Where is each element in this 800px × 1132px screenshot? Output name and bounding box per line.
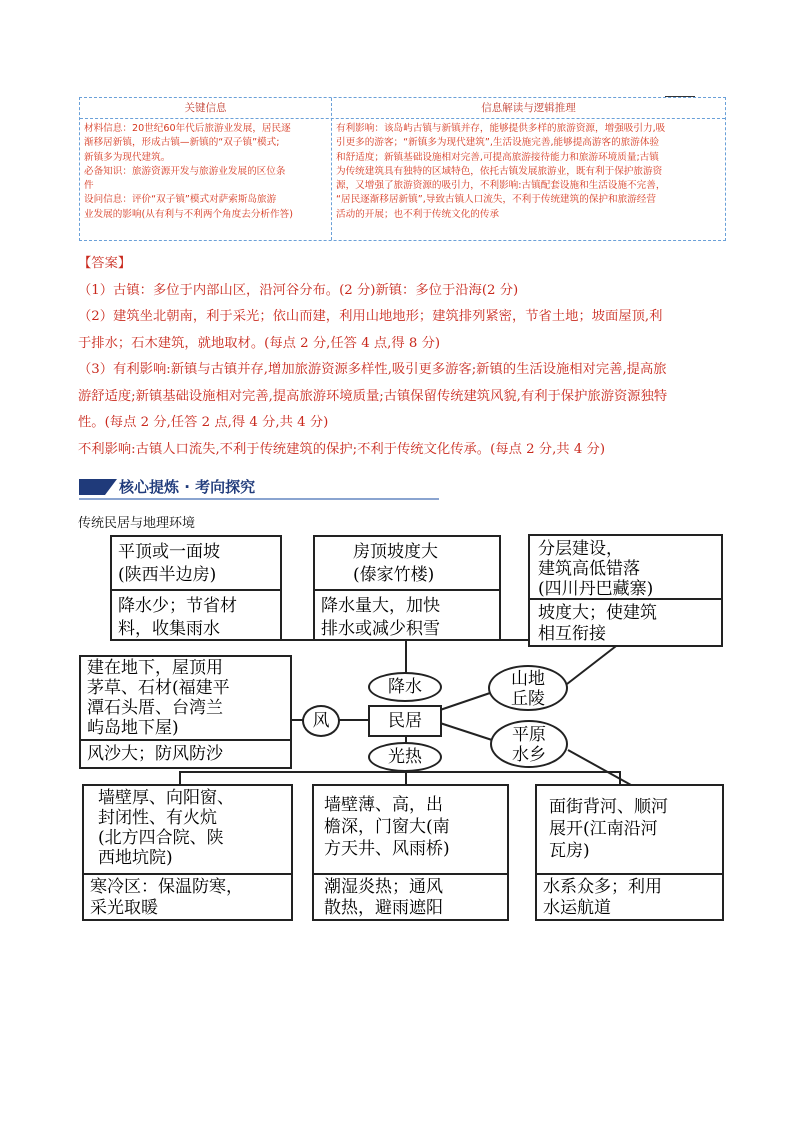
box-fujian (79, 655, 292, 769)
box-text: 屿岛地下屋) (87, 718, 179, 738)
interpretation-line: 有利影响：该岛屿古镇与新镇并存，能够提供多样的旅游资源，增强吸引力,吸 (336, 123, 666, 134)
interpretation-line: “居民逐渐移居新镇”,导致古镇人口流失，不利于传统建筑的保护和旅游经营 (336, 194, 656, 206)
answer-line: （2）建筑坐北朝南，利于采光；依山而建，利用山地地形；建筑排列紧密，节省土地；坡面屋顶,利 (78, 309, 663, 324)
connector-mountain-box (567, 643, 620, 684)
key-info-line: 渐移居新镇，形成古镇—新镇的“双子镇”模式; (84, 137, 280, 149)
box-text: 料，收集雨水 (118, 619, 220, 639)
box-text: 展开(江南沿河 (549, 819, 658, 839)
table-header-interpretation: 信息解读与逻辑推理 (481, 102, 576, 114)
box-text: 分层建设， (538, 539, 623, 559)
box-text: 降水少；节省材 (118, 596, 237, 616)
answer-line: （1）古镇：多位于内部山区，沿河谷分布。(2 分)新镇：多位于沿海(2 分) (78, 282, 519, 298)
box-north (82, 784, 293, 921)
key-info-line: 材料信息：20世纪60年代后旅游业发展，居民逐 (84, 123, 291, 134)
answer-line: （3）有利影响:新镇与古镇并存,增加旅游资源多样性,吸引更多游客;新镇的生活设施相对完善,提高旅 (78, 362, 667, 377)
box-text: 风沙大；防风防沙 (87, 744, 223, 764)
interpretation-line: 引更多的游客；“新镇多为现代建筑”,生活设施完善,能够提高游客的旅游体验 (336, 137, 660, 149)
box-text: 水系众多；利用 (543, 877, 662, 897)
factor-mountain-line: 山地 (511, 669, 545, 689)
interpretation-line: 源，又增强了旅游资源的吸引力，不利影响:古镇配套设施和生活设施不完善， (336, 180, 666, 192)
box-south (312, 784, 509, 921)
interpretation-line: 活动的开展；也不利于传统文化的传承 (336, 208, 500, 220)
box-text: 潭石头厝、台湾兰 (87, 698, 223, 718)
box-dai (313, 535, 501, 641)
box-text: 封闭性、有火炕 (98, 808, 217, 828)
box-divider (84, 873, 291, 875)
box-text: 采光取暖 (90, 898, 158, 918)
answer-line: 游舒适度;新镇基础设施相对完善,提高旅游环境质量;古镇保留传统建筑风貌,有利于保护旅游资源独特 (78, 388, 668, 404)
key-info-line: 件 (84, 180, 94, 192)
box-text: 建在地下，屋顶用 (87, 658, 223, 678)
box-text: (北方四合院、陕 (98, 828, 224, 848)
interpretation-line: 和舒适度；新镇基础设施相对完善,可提高旅游接待能力和旅游环境质量;古镇 (336, 151, 659, 163)
key-info-line: 新镇多为现代建筑。 (84, 151, 171, 163)
box-text: 散热，避雨遮阳 (324, 898, 443, 918)
box-text: 寒冷区：保温防寒， (90, 877, 243, 897)
box-text: 墙壁薄、高，出 (324, 795, 443, 815)
box-text: 潮湿炎热；通风 (324, 877, 443, 897)
box-text: 排水或减少积雪 (321, 619, 440, 639)
factor-plain-line: 平原 (512, 725, 546, 745)
box-text: 茅草、石材(福建平 (87, 678, 230, 698)
box-text: 坡度大；使建筑 (538, 603, 657, 623)
box-sichuan (528, 534, 723, 647)
answer-heading: 【答案】 (78, 256, 132, 271)
box-text: 檐深，门窗大(南 (324, 817, 450, 837)
factor-mountain (488, 665, 568, 711)
answer-line: 于排水；石木建筑，就地取材。(每点 2 分,任答 4 点,得 8 分) (78, 335, 441, 351)
factor-rain: 降水 (368, 672, 442, 702)
answer-line: 性。(每点 2 分,任答 2 点,得 4 分,共 4 分) (78, 415, 329, 430)
factor-mountain-line: 丘陵 (511, 689, 545, 709)
box-divider (314, 873, 507, 875)
factor-plain (490, 720, 568, 768)
box-divider (537, 873, 722, 875)
section-subtitle: 传统民居与地理环境 (78, 516, 196, 531)
box-text: 方天井、风雨桥) (324, 839, 450, 859)
answer-line: 不利影响:古镇人口流失,不利于传统建筑的保护;不利于传统文化传承。(每点 2 分,共 4 分) (78, 441, 606, 457)
connector-plain (440, 723, 492, 740)
box-text: 建筑高低错落 (538, 559, 640, 579)
box-text: 水运航道 (543, 898, 611, 918)
key-info-line: 业发展的影响(从有利与不利两个角度去分析作答) (84, 208, 293, 220)
box-text: 瓦房) (549, 841, 590, 861)
box-text: 面街背河、顺河 (549, 797, 668, 817)
box-text: 平顶或一面坡 (118, 542, 220, 562)
box-text: 西地坑院) (98, 848, 173, 868)
box-shaanxi (110, 535, 282, 641)
box-text: (四川丹巴藏寨) (538, 579, 654, 599)
box-divider (315, 589, 499, 591)
factor-plain-line: 水乡 (512, 745, 546, 765)
box-text: 相互衔接 (538, 624, 606, 644)
box-jiangnan (535, 784, 724, 921)
interpretation-line: 为传统建筑具有独特的区域特色，依托古镇发展旅游业，既有利于保护旅游资 (336, 165, 663, 177)
key-info-line: 设问信息：评价“双子镇”模式对萨索斯岛旅游 (84, 194, 277, 206)
box-divider (112, 589, 280, 591)
center-dwelling: 民居 (368, 705, 442, 737)
factor-wind: 风 (302, 705, 340, 737)
box-text: 墙壁厚、向阳窗、 (98, 788, 234, 808)
key-info-line: 必备知识：旅游资源开发与旅游业发展的区位条 (84, 165, 286, 177)
table-header-key-info: 关键信息 (184, 102, 227, 114)
connector-mountain (440, 693, 490, 710)
box-text: 房顶坡度大 (353, 542, 438, 562)
factor-heat: 光热 (368, 742, 442, 772)
box-text: 降水量大，加快 (321, 596, 440, 616)
box-text: (傣家竹楼) (353, 565, 435, 585)
box-text: (陕西半边房) (118, 565, 217, 585)
section-title: 核心提炼 · 考向探究 (119, 478, 256, 496)
